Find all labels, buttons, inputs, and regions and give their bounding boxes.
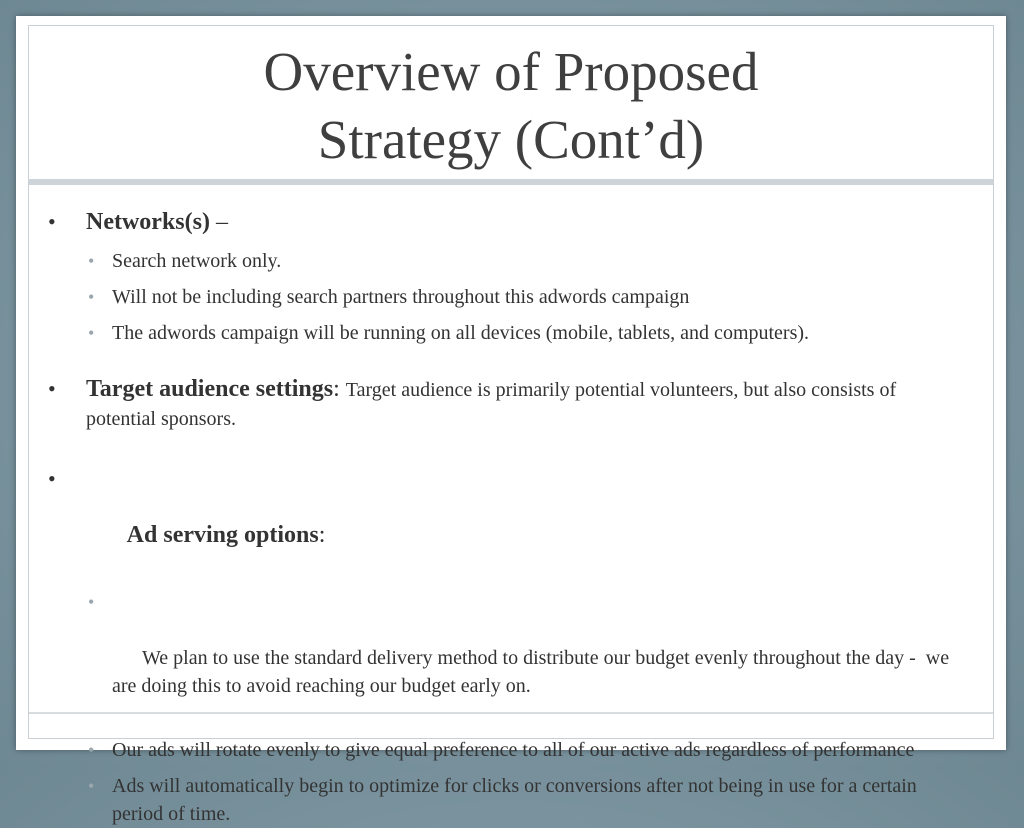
sub-bullet-text: The adwords campaign will be running on all devices (mobile, tablets, and computers). bbox=[112, 322, 810, 344]
slide-title-line-1: Overview of Proposed bbox=[263, 41, 759, 102]
bullet-ad-serving bbox=[46, 465, 966, 577]
bottom-divider bbox=[29, 712, 993, 714]
bullet-dot: • bbox=[48, 376, 56, 401]
sub-bullet-dot: • bbox=[88, 323, 95, 343]
bullet-dot: • bbox=[48, 209, 56, 234]
bullet-suffix: : bbox=[318, 522, 326, 548]
bullet-suffix: : bbox=[333, 376, 346, 402]
sub-bullet bbox=[46, 319, 966, 347]
slide bbox=[16, 16, 1006, 825]
sub-bullet-text: Ads will automatically begin to optimize for clicks or conversions after not being in use for a certain period of time. bbox=[112, 775, 917, 825]
title-area bbox=[29, 26, 993, 186]
sub-bullet bbox=[46, 588, 966, 728]
bullet-target-audience bbox=[46, 375, 966, 433]
bullet-suffix: – bbox=[209, 209, 228, 235]
sub-bullet-text: Our ads will rotate evenly to give equal preference to all of our active ads regardless of performance bbox=[112, 739, 915, 761]
bullet-description: Target audience is primarily potential volunteers, but also consists of potential sponsors. bbox=[86, 379, 897, 430]
sub-bullet-text: We plan to use the standard delivery method to distribute our budget evenly throughout the day - we are doing this to avoid reaching our budget early on. bbox=[112, 647, 955, 697]
bullet-networks bbox=[46, 208, 966, 236]
bullet-heading: Target audience settings bbox=[86, 376, 334, 402]
sub-bullet-dot: • bbox=[88, 592, 95, 612]
sub-bullet-dot: • bbox=[88, 287, 95, 307]
sub-bullet bbox=[46, 772, 966, 828]
sub-bullet-dot: • bbox=[88, 251, 95, 271]
sub-bullet-dot: • bbox=[88, 776, 95, 796]
bullet-dot: • bbox=[48, 466, 56, 491]
bullet-heading: Networks(s) bbox=[86, 209, 210, 235]
slide-title-line-2: Strategy (Cont’d) bbox=[317, 109, 705, 170]
sub-bullet-dot: • bbox=[88, 740, 95, 760]
slide-content bbox=[46, 198, 966, 828]
sub-bullet-text: Search network only. bbox=[112, 250, 282, 272]
sub-bullet bbox=[46, 736, 966, 764]
slide-title bbox=[264, 38, 759, 174]
sub-bullet bbox=[46, 283, 966, 311]
bullet-heading: Ad serving options bbox=[122, 522, 319, 548]
sub-bullet-text: Will not be including search partners throughout this adwords campaign bbox=[112, 286, 690, 308]
sub-bullet bbox=[46, 247, 966, 275]
title-divider bbox=[29, 179, 993, 185]
